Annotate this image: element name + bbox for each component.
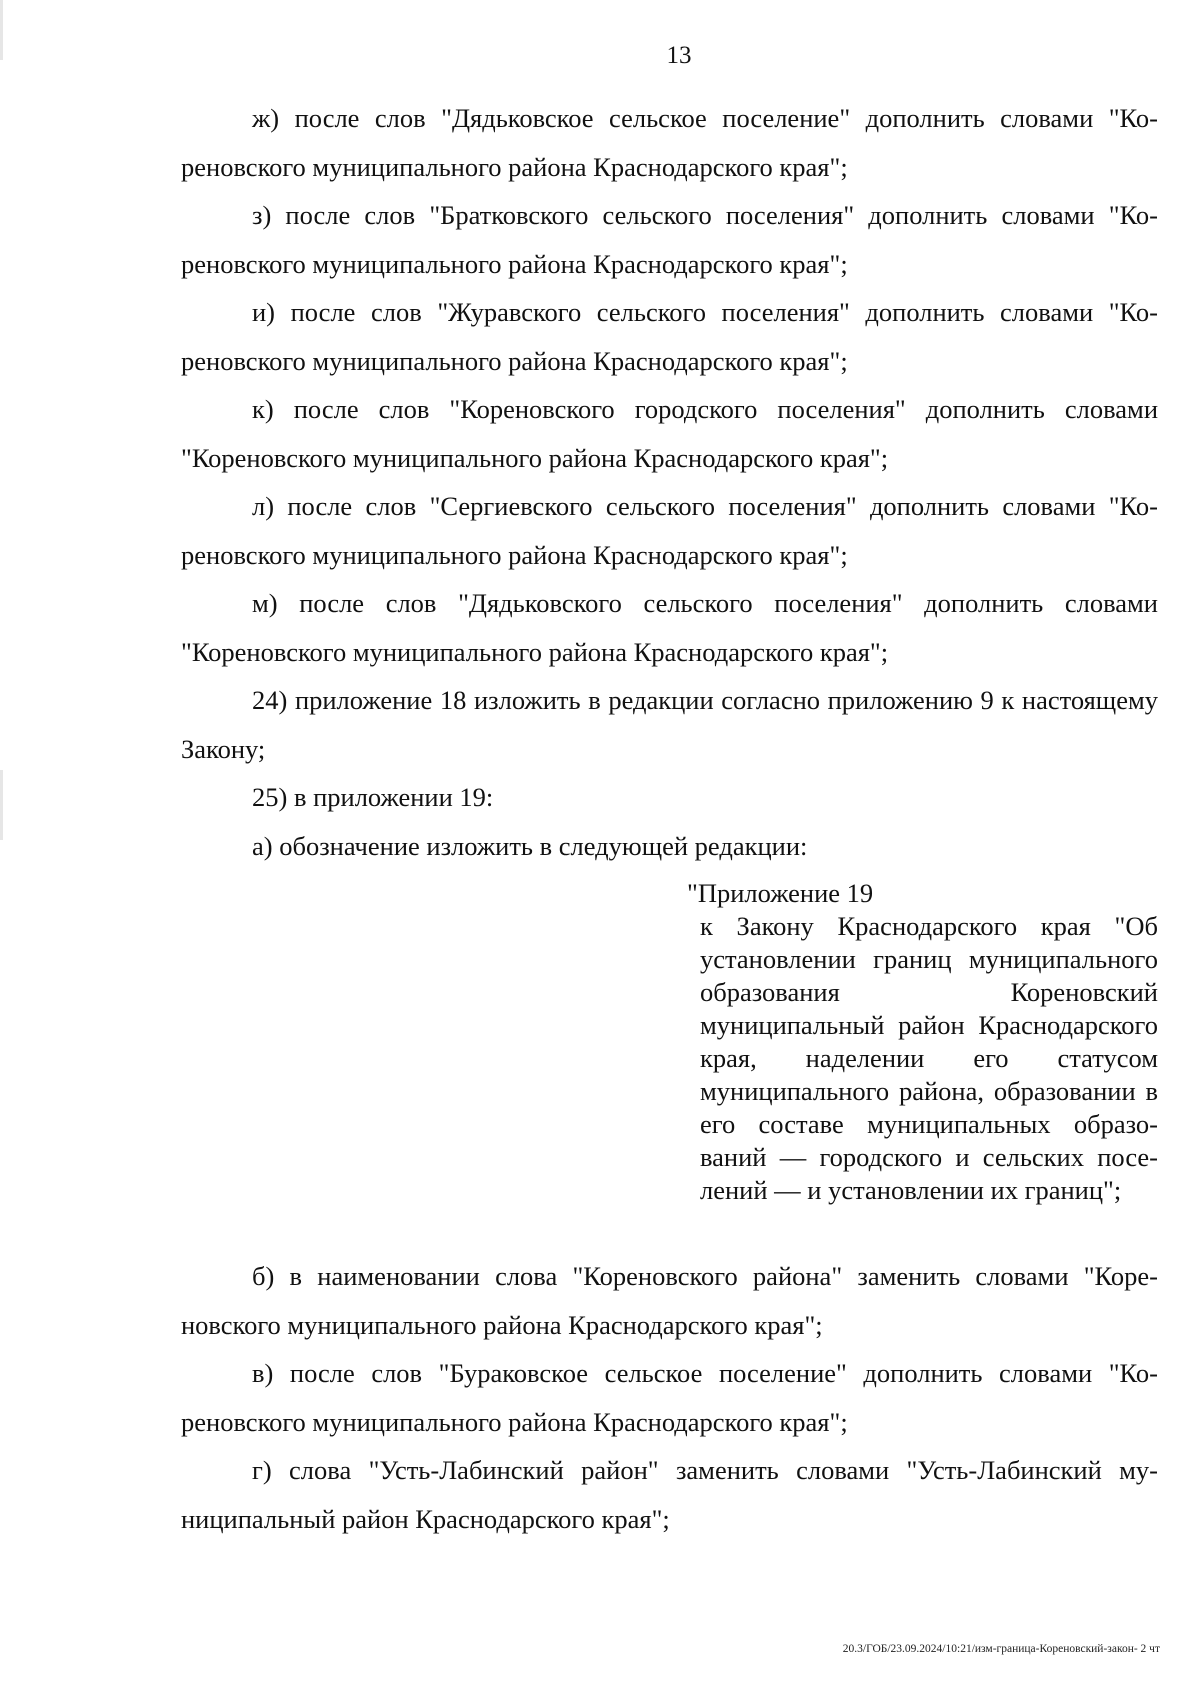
paragraph-l: л) после слов "Сергиевского сельского поселения" дополнить словами "Кореновского муниципального района Краснодарского края"; bbox=[181, 491, 1158, 570]
paragraph-25: 25) в приложении 19: bbox=[252, 782, 494, 812]
footer-stamp: 20.3/ГОБ/23.09.2024/10:21/изм-граница-Кореновский-закон- 2 чт bbox=[842, 1643, 1160, 1655]
paragraph-b: б) в наименовании слова "Кореновского района" заменить словами "Кореновского муниципального района Краснодарского края"; bbox=[181, 1261, 1158, 1340]
appendix-body: к Закону Краснодарского края "Об установлении границ муниципального образования Кореновский муниципальный район Краснодарского края, наделении его статусом муниципального района, образовании в его составе муниципальных образований — городского и сельских поселений — и установлении их границ"; bbox=[700, 911, 1158, 1205]
paragraph-v: в) после слов "Бураковское сельское поселение" дополнить словами "Кореновского муниципального района Краснодарского края"; bbox=[181, 1358, 1158, 1437]
main-text-bottom bbox=[181, 1252, 1158, 1543]
paragraph-k: к) после слов "Кореновского городского поселения" дополнить словами "Кореновского муниципального района Краснодарского края"; bbox=[181, 394, 1158, 473]
paragraph-a: а) обозначение изложить в следующей редакции: bbox=[252, 830, 808, 861]
paragraph-zh: ж) после слов "Дядьковское сельское поселение" дополнить словами "Кореновского муниципального района Краснодарского края"; bbox=[181, 103, 1158, 182]
page-number: 13 bbox=[666, 42, 692, 69]
appendix-designation bbox=[687, 877, 1158, 1207]
paragraph-g: г) слова "Усть-Лабинский район" заменить словами "Усть-Лабинский муниципальный район Краснодарского края"; bbox=[181, 1455, 1158, 1534]
paragraph-z: з) после слов "Братковского сельского поселения" дополнить словами "Кореновского муниципального района Краснодарского края"; bbox=[181, 200, 1158, 279]
paragraph-24: 24) приложение 18 изложить в редакции согласно приложению 9 к настоящему Закону; bbox=[181, 685, 1158, 764]
paragraph-m: м) после слов "Дядьковского сельского поселения" дополнить словами "Кореновского муниципального района Краснодарского края"; bbox=[181, 588, 1158, 667]
paragraph-i: и) после слов "Журавского сельского поселения" дополнить словами "Кореновского муниципального района Краснодарского края"; bbox=[181, 297, 1158, 376]
main-text-top bbox=[181, 94, 1158, 870]
appendix-title: "Приложение 19 bbox=[687, 878, 874, 908]
scan-edge-mark bbox=[0, 770, 3, 840]
